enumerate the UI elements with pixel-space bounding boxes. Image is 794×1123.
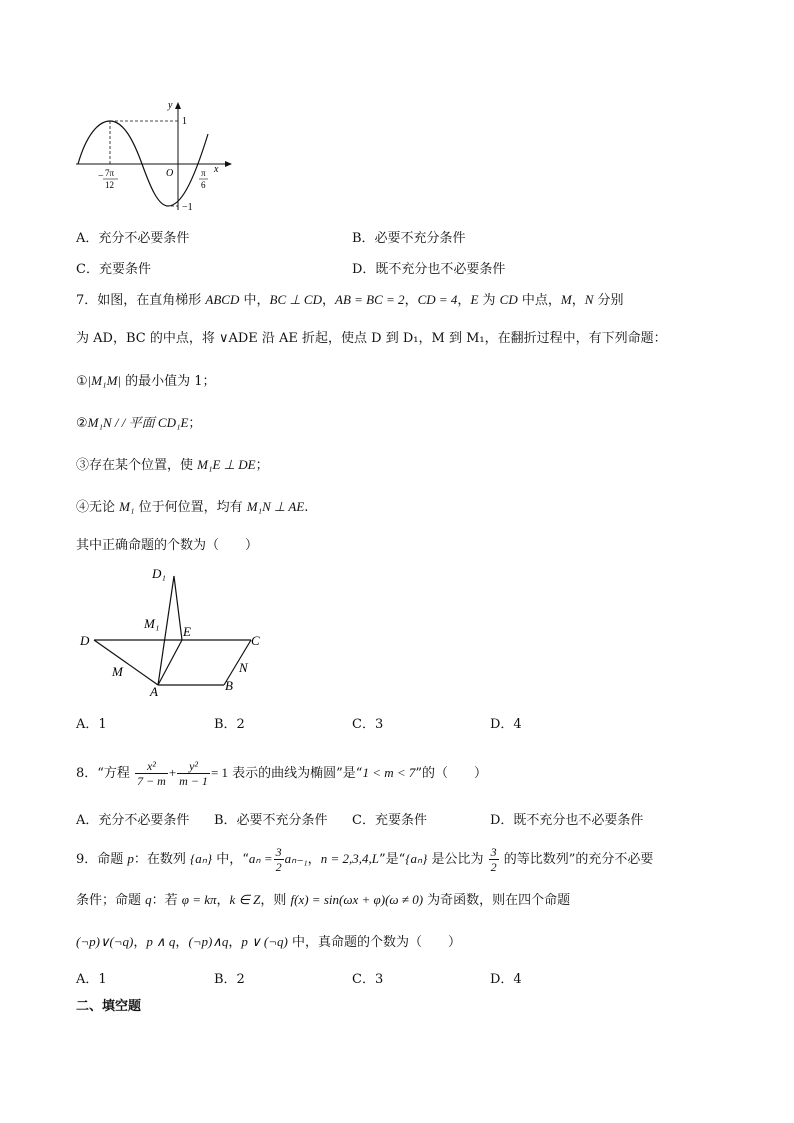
label-M: M <box>112 664 123 679</box>
graph-ymax-label: 1 <box>182 116 187 127</box>
q6-option-d: D．既不充分也不必要条件 <box>352 262 506 277</box>
q8-stem: 8．“方程 $\frac{\text{x²}}{7 - m}$ + $\frac{\text{y²}}{m - 1}$ = 1 表示的曲线为椭圆”是“1 < m < 7”的（ ） <box>76 759 488 788</box>
q6-option-c: C．充要条件 <box>76 262 151 277</box>
q7-statement-3: ③存在某个位置，使 M₁E ⊥ DE； <box>76 457 269 473</box>
label-M1: M₁ <box>144 616 160 631</box>
label-D1: D₁ <box>152 566 166 581</box>
q7-option-d: D．4 <box>490 717 522 732</box>
q9-line2: 条件；命题 q：若 φ = kπ，k ∈ Z，则 f(x) = sin(ωx + φ)(ω ≠ 0) 为奇函数，则在四个命题 <box>76 892 571 908</box>
q7-question: 其中正确命题的个数为（ ） <box>76 538 259 553</box>
graph-y-label: y <box>168 100 173 111</box>
label-B: B <box>225 678 233 693</box>
q7-statement-2: ②M₁N / / 平面 CD₁E； <box>76 415 202 431</box>
section-heading: 二、填空题 <box>76 999 142 1014</box>
q6-option-b: B．必要不充分条件 <box>352 231 466 246</box>
graph-xleft-sign: − <box>98 171 104 182</box>
graph-xleft-num: 7π <box>105 168 115 178</box>
q7-line1: 7．如图，在直角梯形 ABCD 中，BC ⊥ CD，AB = BC = 2，CD = 4，E 为 CD 中点，M，N 分别 <box>76 292 624 308</box>
q8-option-a: A．充分不必要条件 <box>76 813 190 828</box>
label-D: D <box>80 633 90 648</box>
q7-statement-1: ①|M₁M| 的最小值为 1； <box>76 373 216 389</box>
graph-origin-label: O <box>166 168 174 179</box>
sine-graph <box>72 98 237 216</box>
graph-x-label: x <box>214 164 219 175</box>
q7-option-c: C．3 <box>352 717 384 732</box>
q8-fraction-1: $\frac{\text{x²}}{7 - m}$ <box>137 759 166 788</box>
q7-option-a: A．1 <box>76 717 107 732</box>
q8-option-b: B．必要不充分条件 <box>214 813 328 828</box>
q7-statement-4: ④无论 M₁ 位于何位置，均有 M₁N ⊥ AE. <box>76 499 309 515</box>
q9-line3: (¬p)∨(¬q)，p ∧ q，(¬p)∧q，p ∨ (¬q) 中，真命题的个数为（ ） <box>76 934 461 950</box>
q9-option-d: D．4 <box>490 972 522 987</box>
q9-line1: 9．命题 p：在数列 {aₙ} 中，“aₙ = $\frac{3}{2}$ aₙ₋₁，n = 2,3,4,L”是“{aₙ} 是公比为 $\frac{3}{2}$ 的等比数列”的充分不必要 <box>76 845 654 874</box>
label-A: A <box>150 684 158 698</box>
q9-option-a: A．1 <box>76 972 107 987</box>
q9-option-c: C．3 <box>352 972 384 987</box>
label-C: C <box>251 633 260 648</box>
q8-fraction-2: $\frac{\text{y²}}{m - 1}$ <box>179 759 208 788</box>
graph-ymin-label: −1 <box>182 202 193 213</box>
q9-fraction-2: $\frac{3}{2}$ <box>490 845 497 874</box>
graph-xright-den: 6 <box>201 180 206 190</box>
q9-fraction-1: $\frac{3}{2}$ <box>275 845 282 874</box>
trapezoid-figure <box>76 564 276 698</box>
graph-xright-num: π <box>201 168 206 178</box>
q8-option-c: C．充要条件 <box>352 813 427 828</box>
q7-option-b: B．2 <box>214 717 245 732</box>
graph-xleft-den: 12 <box>105 180 114 190</box>
label-N: N <box>239 660 248 675</box>
label-E: E <box>183 624 191 639</box>
q8-option-d: D．既不充分也不必要条件 <box>490 813 644 828</box>
q7-line2: 为 AD，BC 的中点，将 ∨ADE 沿 AE 折起，使点 D 到 D₁，M 到 M₁，在翻折过程中，有下列命题： <box>76 331 667 346</box>
q9-option-b: B．2 <box>214 972 245 987</box>
q6-option-a: A．充分不必要条件 <box>76 231 190 246</box>
